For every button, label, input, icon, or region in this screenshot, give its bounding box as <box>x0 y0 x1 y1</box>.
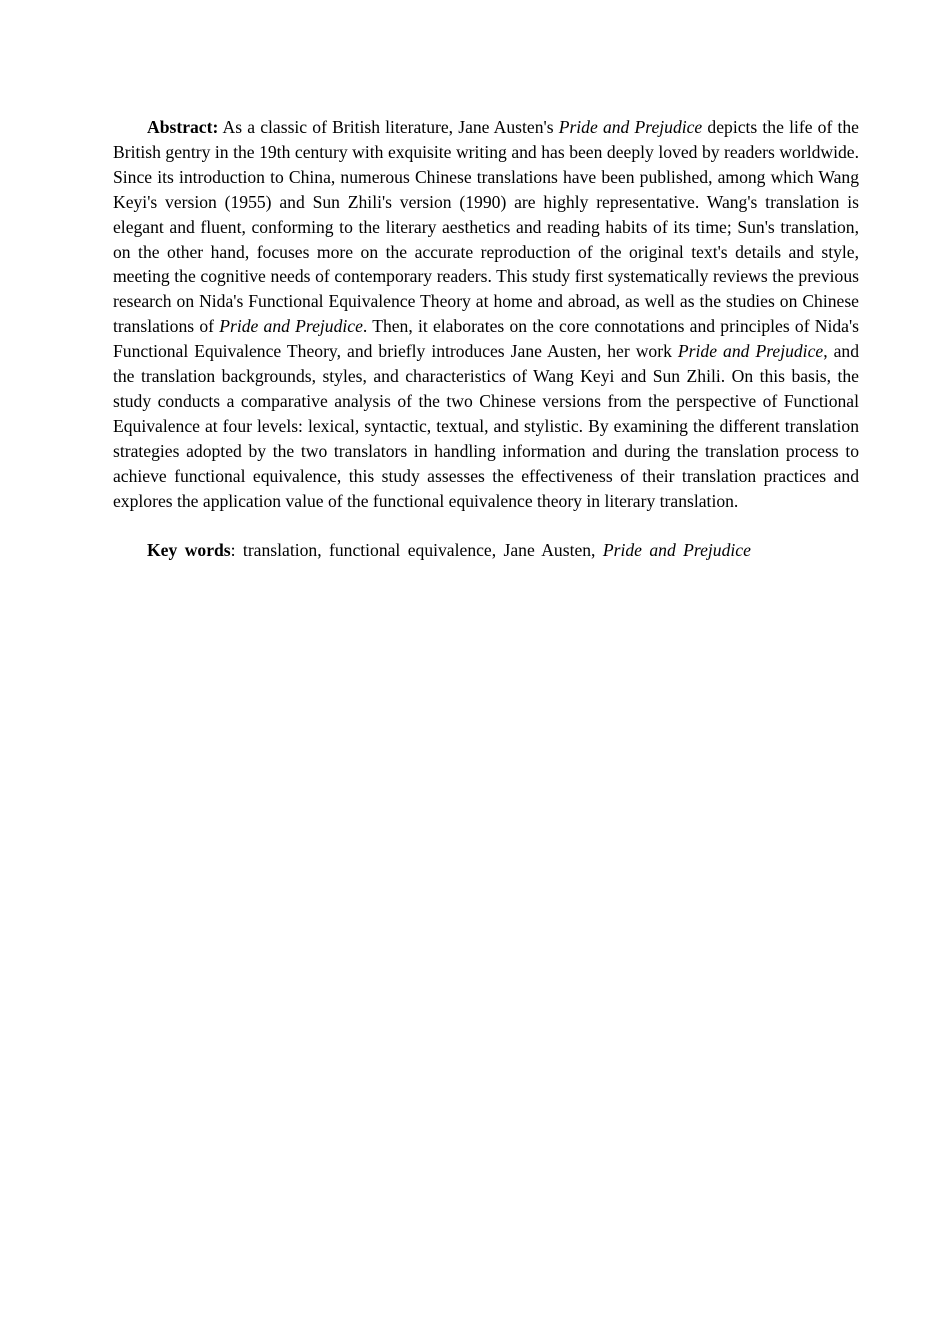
keywords-colon: : <box>230 539 236 560</box>
book-title: Pride and Prejudice <box>558 117 703 137</box>
keywords-paragraph <box>113 538 859 563</box>
book-title: Pride and Prejudice <box>677 341 824 362</box>
abstract-colon: : <box>212 117 219 137</box>
abstract-label: Abstract <box>147 117 213 137</box>
book-title: Pride and Prejudice <box>219 316 363 337</box>
keywords-text: translation, functional equivalence, Jane Austen, <box>235 539 603 560</box>
abstract-text-1: As a classic of British literature, Jane Austen's <box>218 117 559 137</box>
keywords-label: Key words <box>147 539 231 560</box>
abstract-paragraph <box>113 115 859 514</box>
abstract-text-3: . Then, it elaborates on the core connotations and principles of Nida's Functional Equivalence Theory, and briefly introduces Jane Austen, her work <box>113 316 859 362</box>
document-page <box>113 115 859 562</box>
keywords-book-title: Pride and Prejudice <box>602 539 751 560</box>
abstract-text-2: depicts the life of the British gentry in the 19th century with exquisite writing and has been deeply loved by readers worldwide. Since its introduction to China, numerous Chinese translations have been published, among which Wang Keyi's version (1955) and Sun Zhili's version (1990) are highly representative. Wang's translation is elegant and fluent, conforming to the literary aesthetics and reading habits of its time; Sun's translation, on the other hand, focuses more on the accurate reproduction of the original text's details and style, meeting the cognitive needs of contemporary readers. This study first systematically reviews the previous research on Nida's Functional Equivalence Theory at home and abroad, as well as the studies on Chinese translations of <box>113 117 859 337</box>
abstract-text-4: , and the translation backgrounds, styles, and characteristics of Wang Keyi and Sun Zhili. On this basis, the study conducts a comparative analysis of the two Chinese versions from the perspective of Functional Equivalence at four levels: lexical, syntactic, textual, and stylistic. By examining the different translation strategies adopted by the two translators in handling information and during the translation process to achieve functional equivalence, this study assesses the effectiveness of their translation practices and explores the application value of the functional equivalence theory in literary translation. <box>113 341 860 511</box>
